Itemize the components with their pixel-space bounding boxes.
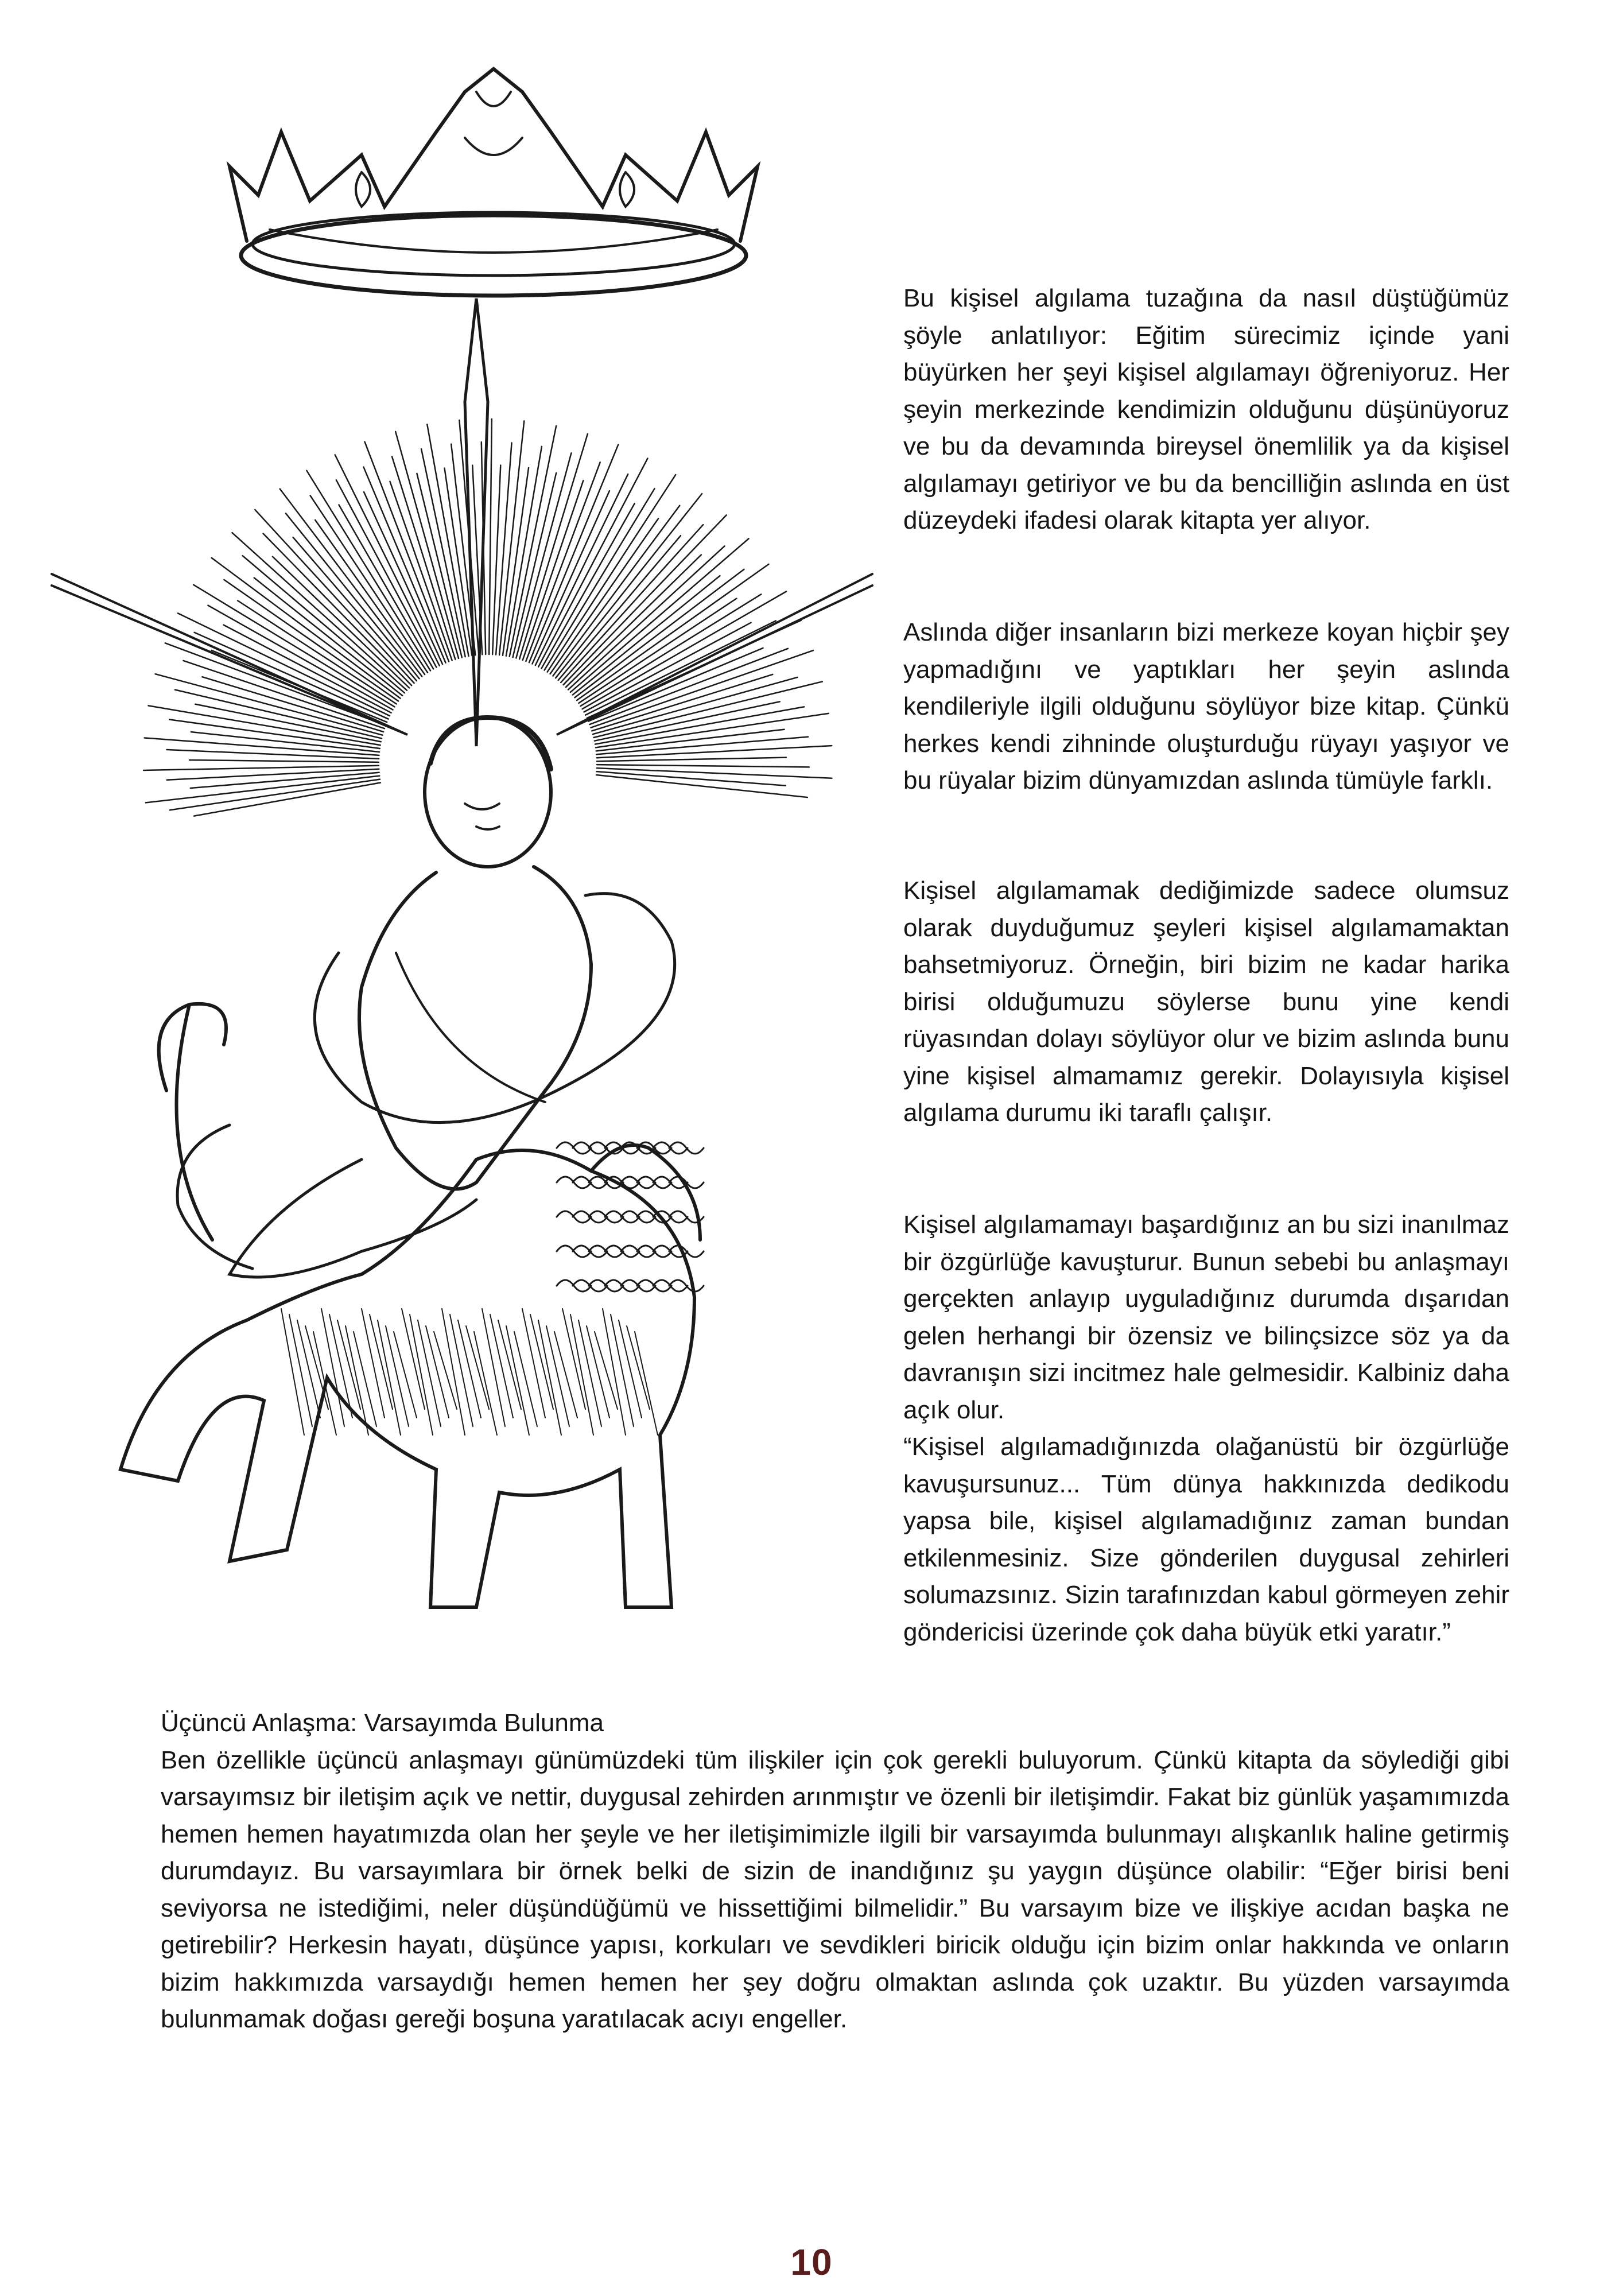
sun-ray [194,782,380,816]
paragraph-text: Bu kişisel algılama tuzağına da nasıl düştüğümüz şöyle anlatılıyor: Eğitim sürecimiz içinde yani büyürken her şeyi kişisel algılamayı öğreniyoruz. Her şeyin merkezinde kendimizin olduğunu düşünüyoruz ve bu da devamında bireysel önemlilik ya da kişisel algılamayı getiriyor ve bu da bencilliğin aslında en üst düzeydeki ifadesi olarak kitapta yer alıyor. [903,284,1509,534]
sun-ray [191,773,379,788]
sun-ray [591,650,813,727]
sun-ray [189,760,379,762]
hatch-line [635,1332,658,1435]
paragraph-kisisel-algilamamak [903,872,1509,1132]
crowned-figure-lion-image [40,57,884,1642]
sun-ray [545,488,655,670]
sun-ray [529,445,618,662]
paragraph-text: Kişisel algılamamak dediğimizde sadece olumsuz olarak duyduğumuz şeyleri kişisel algılamamaktan bahsetmiyoruz. Örneğin, biri bizim ne kadar harika birisi olduğumuzu söylerse bunu yine kendi rüyasından dolayı söylüyor olur ve bizim aslında bunu yine kişisel almamamız gerekir. Dolayısıyla kişisel algılama durumu iki taraflı çalışır. [903,876,1509,1127]
paragraph-merkeze-koyan [903,614,1509,800]
sun-ray [178,613,390,716]
sun-ray [145,738,379,755]
sun-ray [489,419,492,654]
sun-ray [254,578,402,696]
sun-ray [561,525,703,682]
woodcut-illustration [40,57,884,1642]
sun-ray [513,473,557,657]
hatch-line [562,1309,585,1409]
sun-ray [472,466,482,655]
sun-ray [506,447,542,656]
sun-ray [169,719,380,748]
page-number: 10 [790,2241,833,2283]
section-heading: Üçüncü Anlaşma: Varsayımda Bulunma [161,1709,604,1737]
sun-ray [597,765,809,767]
lion-drawing [121,1004,704,1607]
third-agreement-section [161,1705,1509,2038]
sun-ray [573,576,720,695]
hatch-line [402,1309,425,1409]
paragraph-kisisel-algilama-tuzagi [903,280,1509,540]
sun-ray [417,474,461,658]
sun-ray [597,758,786,762]
paragraph-text: Kişisel algılamamayı başardığınız an bu sizi inanılmaz bir özgürlüğe kavuşturur. Bunun sebebi bu anlaşmayı gerçekten anlayıp uyguladığınız durumda dışarıdan gelen herhangi bir özensiz ve bilinçsizce söz ya da davranışın sizi incitmez hale gelmesidir. Kalbiniz daha açık olur. [903,1211,1509,1424]
paragraph-ozgurluk [903,1207,1509,1429]
sun-ray [421,449,465,657]
sun-ray [496,443,511,655]
sun-ray [589,649,788,724]
crown-drawing [230,69,758,296]
sun-ray [492,465,500,654]
figure-drawing [177,718,675,1277]
sun-ray [597,768,832,778]
sun-ray [170,779,380,810]
sun-ray [596,775,807,797]
section-body: Ben özellikle üçüncü anlaşmayı günümüzdeki tüm ilişkiler için çok gerekli buluyorum. Çünkü kitapta da söylediği gibi varsayımsız bir iletişim açık ve nettir, duygusal zehirden arınmıştır ve özenli bir iletişimdir. Fakat biz günlük yaşamımızda hemen hemen hayatımızda olan her şeyle ve her iletişimimizle ilgili bir varsayımda bulunmayı alışkanlık haline getirmiş durumdayız. Bu varsayımlara bir örnek belki de sizin de inandığınız şu yaygın düşünce olabilir: “Eğer birisi beni seviyorsa ne istediğimi, neler düşündüğümü ve hissettiğimi bilmelidir.” Bu varsayım bize ve ilişkiye acıdan başka ne getirebilir? Herkesin hayatı, düşünce yapısı, korkuları ve sevdikleri biricik olduğu için bizim onlar hakkında ve onların bizim hakkımızda varsaydığı hemen hemen her şey doğru olmaktan aslında çok uzaktır. Bu yüzden varsayımda bulunmamak doğası gereği boşuna yaratılacak acıyı engeller. [161,1746,1509,2033]
sun-ray [568,546,725,689]
sun-ray [596,730,785,751]
paragraph-text: Aslında diğer insanların bizi merkeze koyan hiçbir şey yapmadığını ve yaptıkları her şeyin aslında kendileriyle ilgili olduğunu söylüyor bize kitap. Çünkü herkes kendi zihninde oluşturduğu rüyayı yaşıyor ve bu rüyalar bizim dünyamızdan aslında tümüyle farklı. [903,618,1509,794]
sun-ray [167,750,379,759]
sun-ray [510,426,556,657]
sun-ray [558,536,681,680]
sun-ray [143,766,379,770]
quote-text: “Kişisel algılamadığınızda olağanüstü bir özgürlüğe kavuşursunuz... Tüm dünya hakkınızda dedikodu yapsa bile, kişisel algılamadığınız zaman bundan etkilenmesiniz. Size gönderilen duygusal zehirleri solumazsınız. Sizin tarafınızdan kabul görmeyen zehir göndericisi üzerinde çok daha büyük etki yaratır.” [903,1433,1509,1646]
sun-ray [263,534,412,686]
sun-ray [583,591,786,709]
paragraph-quote [903,1429,1509,1651]
sun-ray [195,633,389,719]
sun-ray [286,513,420,678]
sun-ray [538,459,647,667]
hatch-line [474,1332,497,1435]
